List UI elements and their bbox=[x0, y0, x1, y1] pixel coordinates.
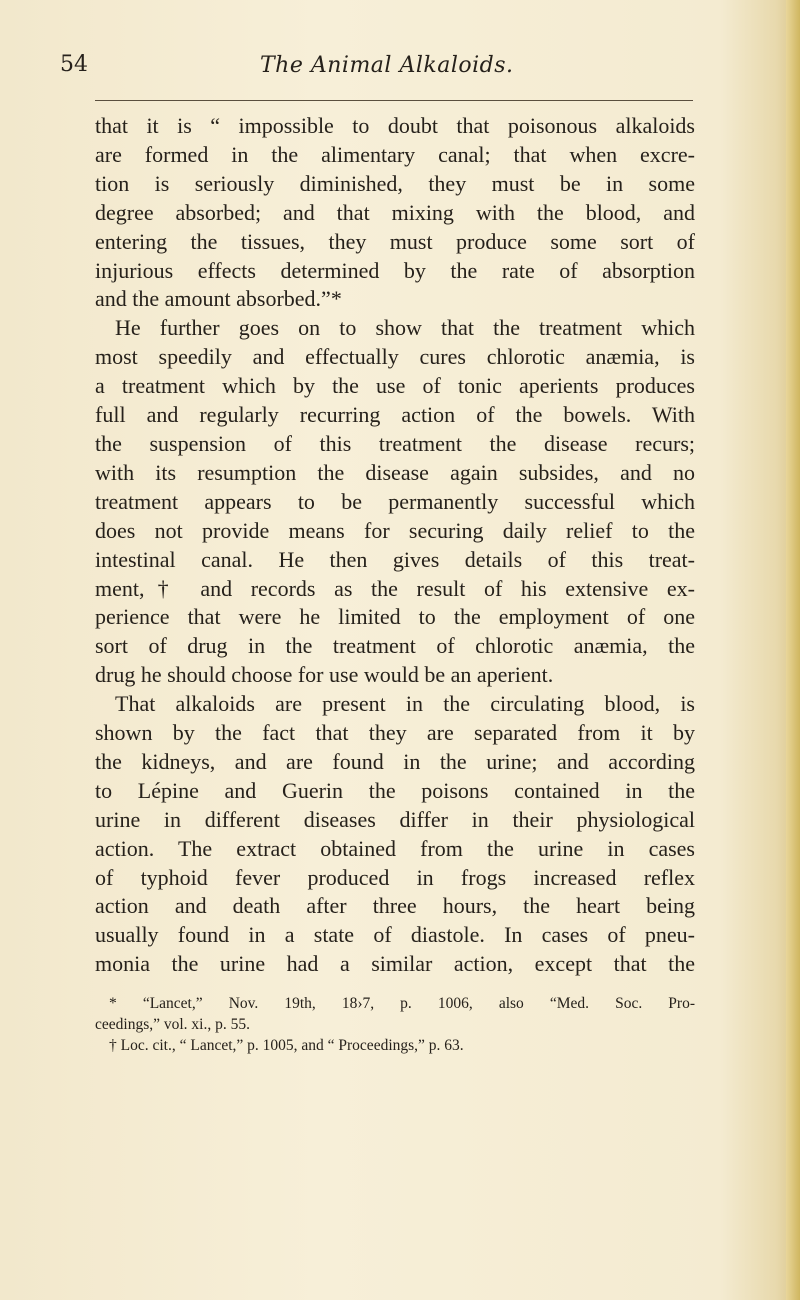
text-line: action and death after three hours, the heart being bbox=[95, 893, 695, 919]
text-line: usually found in a state of diastole. In cases of pneu- bbox=[95, 922, 695, 948]
text-line: sort of drug in the treatment of chlorotic anæmia, the bbox=[95, 633, 695, 659]
footnote-line: † Loc. cit., “ Lancet,” p. 1005, and “ Proceedings,” p. 63. bbox=[109, 1037, 464, 1054]
text-line: a treatment which by the use of tonic aperients produces bbox=[95, 373, 695, 399]
text-line: that it is “ impossible to doubt that poisonous alkaloids bbox=[95, 113, 695, 138]
paragraph-start: He further goes on to show that the treatment which bbox=[115, 315, 695, 341]
text-line: shown by the fact that they are separated from it by bbox=[95, 720, 695, 746]
text-line: the suspension of this treatment the disease recurs; bbox=[95, 430, 695, 456]
text-line: entering the tissues, they must produce some sort of bbox=[95, 228, 695, 254]
text-line: with its resumption the disease again subsides, and no bbox=[95, 459, 695, 485]
text-line: intestinal canal. He then gives details of this treat- bbox=[95, 546, 695, 572]
page-edge bbox=[786, 0, 800, 1300]
text-line: action. The extract obtained from the urine in cases bbox=[95, 835, 695, 861]
text-line: perience that were he limited to the employment of one bbox=[95, 604, 695, 630]
text-line: ment,† and records as the result of his extensive ex- bbox=[95, 575, 695, 601]
text-line: treatment appears to be permanently successful which bbox=[95, 488, 695, 514]
body-text bbox=[95, 112, 695, 979]
text-line: the kidneys, and are found in the urine; and according bbox=[95, 748, 695, 774]
running-title: The Animal Alkaloids. bbox=[260, 53, 514, 78]
footnotes bbox=[95, 993, 695, 1056]
text-line: urine in different diseases differ in their physiological bbox=[95, 806, 695, 832]
paragraph-start: That alkaloids are present in the circulating blood, is bbox=[115, 691, 695, 717]
text-line: does not provide means for securing daily relief to the bbox=[95, 517, 695, 543]
text-line: injurious effects determined by the rate of absorption bbox=[95, 257, 695, 283]
text-line: tion is seriously diminished, they must be in some bbox=[95, 170, 695, 196]
text-line: of typhoid fever produced in frogs increased reflex bbox=[95, 864, 695, 890]
text-line: full and regularly recurring action of the bowels. With bbox=[95, 402, 695, 428]
text-line: to Lépine and Guerin the poisons contained in the bbox=[95, 777, 695, 803]
text-line: drug he should choose for use would be an aperient. bbox=[95, 662, 554, 688]
text-line: are formed in the alimentary canal; that when excre- bbox=[95, 141, 695, 167]
text-line: degree absorbed; and that mixing with the blood, and bbox=[95, 199, 695, 225]
text-line: and the amount absorbed.”* bbox=[95, 286, 342, 312]
page-number: 54 bbox=[60, 52, 88, 77]
text-line: most speedily and effectually cures chlorotic anæmia, is bbox=[95, 344, 695, 370]
header-rule bbox=[95, 100, 693, 101]
text-line: monia the urine had a similar action, except that the bbox=[95, 951, 695, 977]
footnote-line: * “Lancet,” Nov. 19th, 18›7, p. 1006, also “Med. Soc. Pro- bbox=[109, 995, 695, 1012]
page-header bbox=[60, 50, 710, 90]
footnote-line: ceedings,” vol. xi., p. 55. bbox=[95, 1016, 250, 1033]
